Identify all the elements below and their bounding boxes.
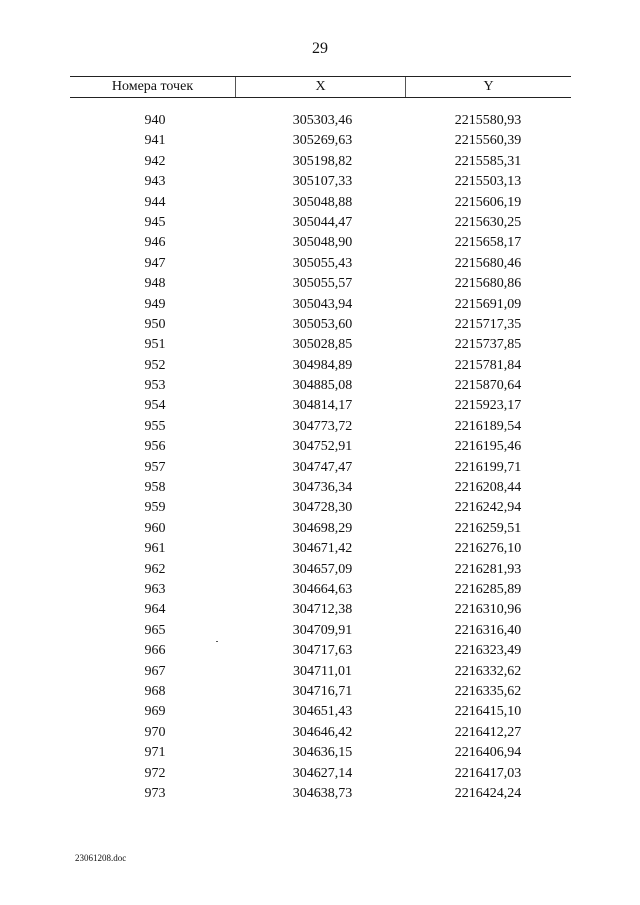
cell-x: 304636,15 — [292, 745, 353, 761]
cell-point-number: 961 — [144, 541, 166, 557]
cell-x: 304773,72 — [292, 418, 353, 434]
cell-point-number: 968 — [144, 683, 166, 699]
cell-y: 2215781,84 — [454, 357, 522, 373]
cell-x: 304728,30 — [292, 500, 353, 516]
cell-point-number: 964 — [144, 602, 166, 618]
table-row — [70, 193, 571, 213]
cell-point-number: 948 — [144, 276, 166, 292]
cell-x: 304752,91 — [292, 439, 353, 455]
cell-y: 2216199,71 — [454, 459, 522, 475]
cell-y: 2215658,17 — [454, 235, 522, 251]
cell-y: 2215580,93 — [454, 113, 522, 128]
table-row — [70, 764, 571, 784]
cell-y: 2215680,86 — [454, 276, 522, 292]
cell-x: 305269,63 — [292, 133, 353, 149]
table-row — [70, 254, 571, 274]
table-row — [70, 662, 571, 682]
cell-y: 2215606,19 — [454, 194, 522, 210]
table-body — [70, 111, 571, 804]
cell-y: 2215691,09 — [454, 296, 522, 312]
table-row — [70, 233, 571, 253]
cell-point-number: 941 — [144, 133, 166, 149]
table-row — [70, 539, 571, 559]
cell-y: 2216332,62 — [454, 663, 522, 679]
cell-point-number: 954 — [144, 398, 166, 414]
table-row — [70, 417, 571, 437]
cell-x: 304711,01 — [293, 663, 352, 679]
cell-x: 305048,88 — [292, 194, 353, 210]
table-row — [70, 172, 571, 192]
cell-x: 304657,09 — [292, 561, 353, 577]
cell-y: 2215737,85 — [454, 337, 522, 353]
cell-x: 304885,08 — [292, 378, 353, 394]
cell-point-number: 967 — [144, 663, 166, 679]
cell-point-number: 957 — [144, 459, 166, 475]
cell-x: 304814,17 — [292, 398, 353, 414]
table-row — [70, 478, 571, 498]
cell-point-number: 966 — [144, 643, 166, 659]
cell-x: 304651,43 — [292, 704, 353, 720]
cell-y: 2215870,64 — [454, 378, 522, 394]
table-row — [70, 641, 571, 661]
table-row — [70, 743, 571, 763]
cell-x: 305028,85 — [292, 337, 353, 353]
cell-point-number: 965 — [144, 622, 166, 638]
cell-x: 304717,63 — [292, 643, 353, 659]
cell-x: 305107,33 — [292, 174, 353, 190]
table-row — [70, 621, 571, 641]
table-row — [70, 335, 571, 355]
cell-y: 2216281,93 — [454, 561, 522, 577]
table-row — [70, 111, 571, 131]
cell-x: 304638,73 — [292, 785, 353, 801]
cell-point-number: 942 — [144, 153, 166, 169]
table-row — [70, 723, 571, 743]
cell-x: 305198,82 — [292, 153, 353, 169]
cell-x: 304736,34 — [292, 480, 353, 496]
cell-y: 2215717,35 — [454, 316, 522, 332]
cell-y: 2216323,49 — [454, 643, 522, 659]
cell-y: 2216195,46 — [454, 439, 522, 455]
cell-point-number: 951 — [144, 337, 166, 353]
cell-point-number: 950 — [144, 316, 166, 332]
cell-point-number: 970 — [144, 724, 166, 740]
cell-x: 304716,71 — [292, 683, 353, 699]
header-x: X — [235, 77, 405, 97]
cell-point-number: 943 — [144, 174, 166, 190]
cell-x: 305048,90 — [292, 235, 353, 251]
cell-x: 305055,57 — [292, 276, 353, 292]
cell-y: 2215560,39 — [454, 133, 522, 149]
cell-x: 304712,38 — [292, 602, 353, 618]
cell-point-number: 946 — [144, 235, 166, 251]
cell-x: 305053,60 — [292, 316, 353, 332]
cell-x: 304984,89 — [292, 357, 353, 373]
cell-y: 2216406,94 — [454, 745, 522, 761]
table-row — [70, 498, 571, 518]
cell-y: 2216415,10 — [454, 704, 522, 720]
table-row — [70, 560, 571, 580]
table-row — [70, 131, 571, 151]
cell-point-number: 947 — [144, 255, 166, 271]
cell-point-number: 972 — [144, 765, 166, 781]
table-row — [70, 600, 571, 620]
cell-point-number: 962 — [144, 561, 166, 577]
cell-point-number: 973 — [144, 785, 166, 801]
cell-y: 2216242,94 — [454, 500, 522, 516]
cell-point-number: 963 — [144, 581, 166, 597]
cell-y: 2216417,03 — [454, 765, 522, 781]
cell-y: 2216259,51 — [454, 520, 522, 536]
cell-point-number: 959 — [144, 500, 166, 516]
cell-y: 2215923,17 — [454, 398, 522, 414]
table-row — [70, 682, 571, 702]
cell-y: 2216285,89 — [454, 581, 522, 597]
footer-filename: 23061208.doc — [75, 853, 127, 863]
cell-point-number: 958 — [144, 480, 166, 496]
table-row — [70, 519, 571, 539]
cell-y: 2216310,96 — [454, 602, 522, 618]
cell-x: 304709,91 — [292, 622, 353, 638]
cell-point-number: 952 — [144, 357, 166, 373]
cell-y: 2216335,62 — [454, 683, 522, 699]
cell-y: 2216276,10 — [454, 541, 522, 557]
cell-y: 2216316,40 — [454, 622, 522, 638]
table-row — [70, 458, 571, 478]
table-row — [70, 274, 571, 294]
cell-point-number: 971 — [144, 745, 166, 761]
cell-y: 2216208,44 — [454, 480, 522, 496]
cell-y: 2216412,27 — [454, 724, 522, 740]
cell-point-number: 940 — [144, 113, 166, 128]
table-header — [70, 76, 571, 98]
table-row — [70, 152, 571, 172]
cell-x: 304646,42 — [292, 724, 353, 740]
table-row — [70, 580, 571, 600]
page-number: 29 — [312, 40, 328, 57]
scan-speck — [216, 641, 218, 642]
cell-y: 2215503,13 — [454, 174, 522, 190]
table-row — [70, 213, 571, 233]
cell-x: 304664,63 — [292, 581, 353, 597]
table-row — [70, 437, 571, 457]
cell-y: 2215630,25 — [454, 214, 522, 230]
cell-point-number: 944 — [144, 194, 166, 210]
table-row — [70, 784, 571, 804]
header-point-number: Номера точек — [111, 79, 194, 94]
table-row — [70, 356, 571, 376]
cell-point-number: 969 — [144, 704, 166, 720]
cell-x: 305303,46 — [292, 113, 353, 128]
cell-y: 2216189,54 — [454, 418, 522, 434]
table-row — [70, 702, 571, 722]
cell-point-number: 949 — [144, 296, 166, 312]
cell-x: 304671,42 — [292, 541, 353, 557]
cell-point-number: 953 — [144, 378, 166, 394]
table-row — [70, 396, 571, 416]
cell-y: 2215680,46 — [454, 255, 522, 271]
cell-x: 305043,94 — [292, 296, 353, 312]
cell-point-number: 956 — [144, 439, 166, 455]
table-row — [70, 315, 571, 335]
cell-point-number: 960 — [144, 520, 166, 536]
cell-point-number: 945 — [144, 214, 166, 230]
cell-x: 304698,29 — [292, 520, 353, 536]
cell-y: 2215585,31 — [454, 153, 522, 169]
table-row — [70, 295, 571, 315]
table-row — [70, 376, 571, 396]
cell-x: 305055,43 — [292, 255, 353, 271]
cell-x: 304627,14 — [292, 765, 353, 781]
cell-x: 304747,47 — [292, 459, 353, 475]
cell-y: 2216424,24 — [454, 785, 522, 801]
cell-x: 305044,47 — [292, 214, 353, 230]
cell-point-number: 955 — [144, 418, 166, 434]
header-y: Y — [405, 77, 571, 97]
